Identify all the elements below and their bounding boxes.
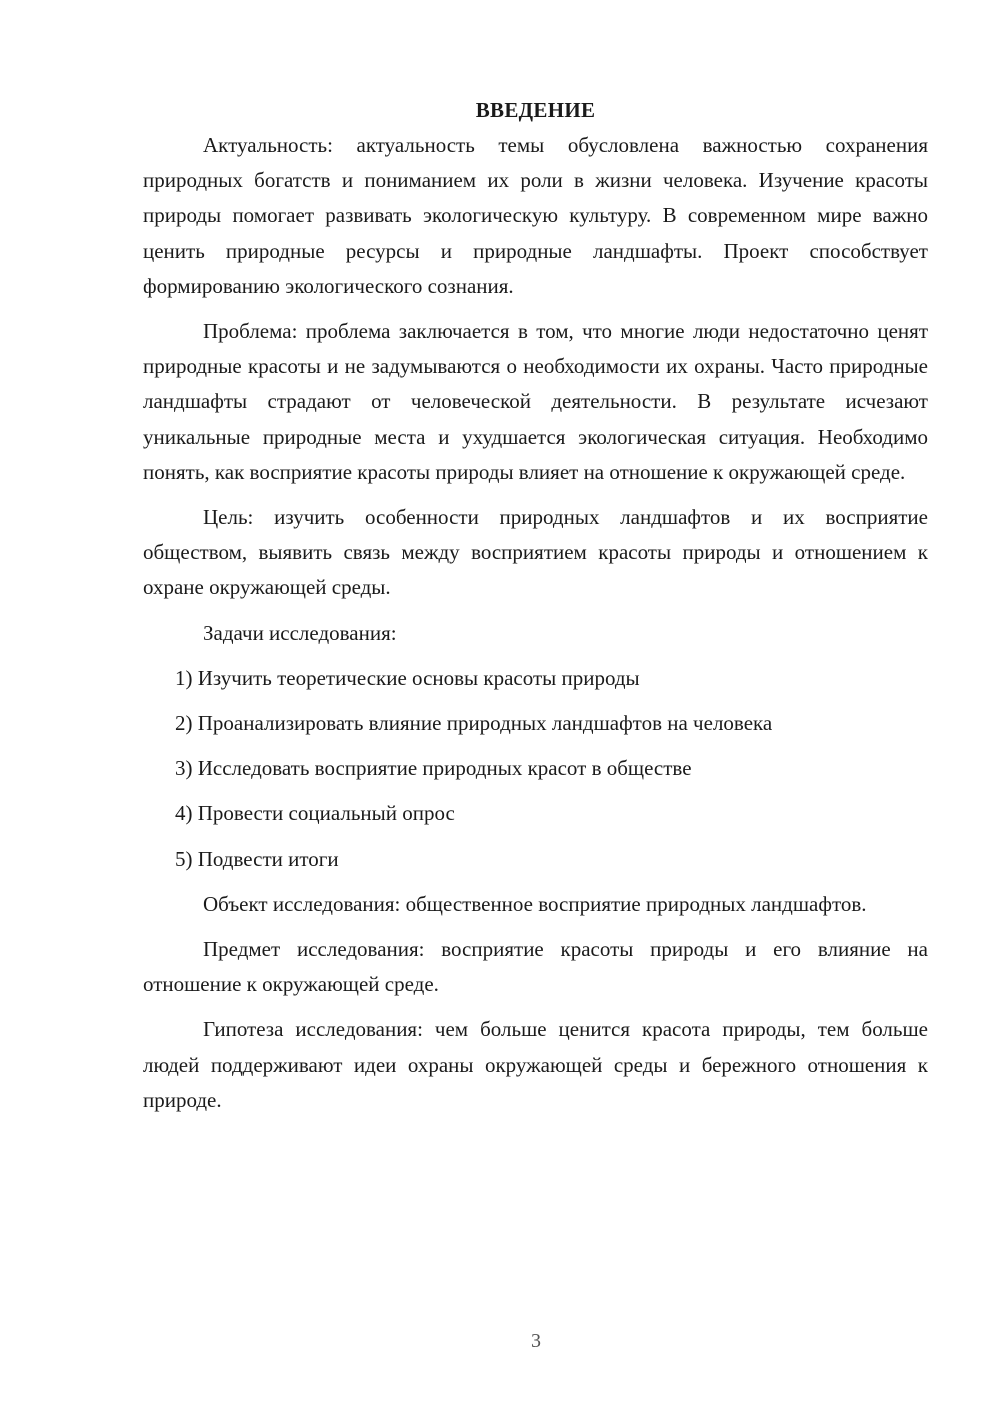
page-number: 3: [531, 1330, 541, 1352]
task-item-2: 2) Проанализировать влияние природных ландшафтов на человека: [175, 711, 773, 736]
task-item-3: 3) Исследовать восприятие природных красот в обществе: [175, 756, 692, 781]
paragraph-object: Объект исследования: общественное восприятие природных ландшафтов.: [203, 891, 867, 916]
task-item-1: 1) Изучить теоретические основы красоты природы: [175, 665, 640, 690]
paragraph-hypothesis: Гипотеза исследования: чем больше ценится красота природы, тем больше людей поддерживают идеи охраны окружающей среды и бережного отношения к природе.: [143, 1017, 928, 1112]
paragraph-goal: Цель: изучить особенности природных ландшафтов и их восприятие обществом, выявить связь между восприятием красоты природы и отношением к охране окружающей среды.: [143, 505, 928, 600]
paragraph-problem: Проблема: проблема заключается в том, что многие люди недостаточно ценят природные красоты и не задумываются о необходимости их охраны. Часто природные ландшафты страдают от человеческой деятельности. В результате исчезают уникальные природные места и ухудшается экологическая ситуация. Необходимо понять, как восприятие красоты природы влияет на отношение к окружающей среде.: [143, 319, 928, 484]
paragraph-relevance: Актуальность: актуальность темы обусловлена важностью сохранения природных богатств и пониманием их роли в жизни человека. Изучение красоты природы помогает развивать экологическую культуру. В современном мире важно ценить природные ресурсы и природные ландшафты. Проект способствует формированию экологического сознания.: [143, 133, 928, 298]
task-item-5: 5) Подвести итоги: [175, 846, 339, 871]
tasks-heading: Задачи исследования:: [203, 620, 397, 645]
paragraph-subject: Предмет исследования: восприятие красоты природы и его влияние на отношение к окружающей среде.: [143, 937, 928, 997]
document-title: ВВЕДЕНИЕ: [475, 98, 596, 122]
task-item-4: 4) Провести социальный опрос: [175, 801, 455, 826]
tasks-list: [143, 661, 928, 877]
document-page: [143, 92, 928, 1118]
